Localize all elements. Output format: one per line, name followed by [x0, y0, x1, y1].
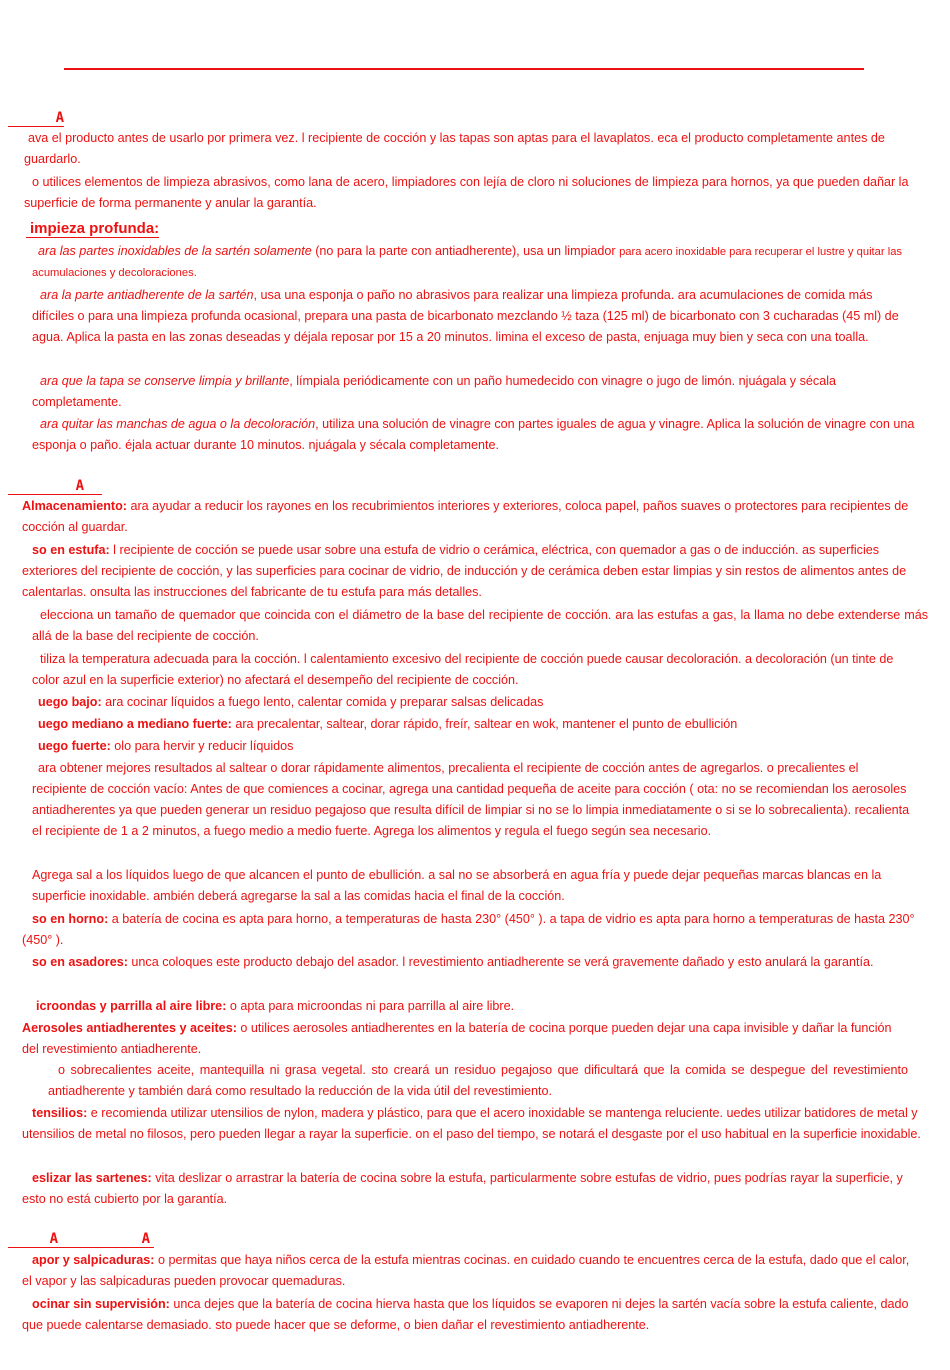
paragraph-aerosols: [22, 1018, 898, 1060]
paragraph-steam: [22, 1250, 912, 1292]
bullet-overheat-oil: [48, 1060, 908, 1102]
bullet-text: , límpiala periódicamente con un paño humedecido con vinagre o jugo de limón. njuágala y sécala completamente.: [32, 374, 836, 409]
oven-text: a batería de cocina es apta para horno, a temperaturas de hasta 230° (450° ). a tapa de vidrio es apta para horno a temperaturas de hasta 230° (450° ).: [22, 912, 915, 947]
paragraph-no-abrasives: [24, 172, 930, 214]
bullet-preheat: [32, 758, 916, 842]
storage-text: ara ayudar a reducir los rayones en los recubrimientos interiores y exteriores, coloca papel, paños suaves o protectores para recipientes de cocción al guardar.: [22, 499, 909, 534]
bullet-text: , usa una esponja o paño no abrasivos para realizar una limpieza profunda. ara acumulaciones de comida más difíciles o para una limpieza profunda ocasional, prepara una pasta de bicarbonato mezclando ½ taza (125 ml) de bicarbonato con 3 cucharadas (45 ml) de agua. Aplica la pasta en las zonas deseadas y déjala reposar por 15 a 20 minutos. limina el exceso de pasta, enjuaga muy bien y seca con una toalla.: [32, 288, 899, 344]
heat-medium-label: uego mediano a mediano fuerte:: [38, 717, 232, 731]
sliding-text: vita deslizar o arrastrar la batería de cocina sobre la estufa, particularmente sobre estufas de vidrio, pues podrías rayar la superficie, y esto no está cubierto por la garantía.: [22, 1171, 903, 1206]
heat-high: [38, 736, 918, 757]
heat-low-label: uego bajo:: [38, 695, 102, 709]
section-heading-text-2: A: [141, 1231, 150, 1247]
microwave-label: icroondas y parrilla al aire libre:: [36, 999, 227, 1013]
paragraph-oven: [22, 909, 922, 951]
paragraph-unattended: [22, 1294, 922, 1336]
subheading-text: impieza profunda:: [26, 220, 159, 238]
steam-label: apor y salpicaduras:: [32, 1253, 155, 1267]
section-heading-text: A: [55, 110, 64, 126]
paragraph-wash: [24, 128, 930, 170]
bullet-emphasis: ara la parte antiadherente de la sartén: [40, 288, 254, 302]
bullet-emphasis: ara quitar las manchas de agua o la decoloración: [40, 417, 316, 431]
bullet-text: ara obtener mejores resultados al saltear o dorar rápidamente alimentos, precalienta el recipiente de cocción antes de agregarlos. o precalientes el recipiente de cocción vacío: Antes de que comiences a cocinar, agrega una cantidad pequeña de aceite para cocción ( ota: no se recomiendan los aerosoles antiadherentes ya que pueden generar un residuo pegajoso que resulta difícil de limpiar si no se lo limpia inmediatamente o si se lo sobrecalienta). recalienta el recipiente de 1 a 2 minutos, a fuego medio a medio fuerte. Agrega los alimentos y regula el fuego según sea necesario.: [32, 761, 910, 838]
bullet-stainless: [32, 241, 922, 284]
stovetop-label: so en estufa:: [32, 543, 110, 557]
bullet-text: o sobrecalientes aceite, mantequilla ni grasa vegetal. sto creará un residuo pegajoso que dificultará que la comida se despegue del revestimiento antiadherente y también dará como resultado la reducción de la vida útil del revestimiento.: [48, 1063, 908, 1098]
broiler-text: unca coloques este producto debajo del asador. l revestimiento antiadherente se verá gravemente dañado y esto anulará la garantía.: [127, 955, 874, 969]
heat-high-text: olo para hervir y reducir líquidos: [110, 739, 294, 753]
aerosols-label: Aerosoles antiadherentes y aceites:: [22, 1021, 237, 1035]
section-heading-text: A: [75, 478, 84, 494]
steam-text: o permitas que haya niños cerca de la estufa mientras cocinas. en cuidado cuando te encuentres cerca de la estufa, dado que el calor, el vapor y las salpicaduras pueden provocar quemaduras.: [22, 1253, 910, 1288]
bullet-text: tiliza la temperatura adecuada para la cocción. l calentamiento excesivo del recipiente de cocción puede causar decoloración. a decoloración (un tinte de color azul en la superficie exterior) no afectará el desempeño del recipiente de cocción.: [32, 652, 894, 687]
bullet-emphasis: ara que la tapa se conserve limpia y brillante: [40, 374, 290, 388]
bullet-lid: [32, 371, 882, 413]
bullet-temperature: [32, 649, 922, 691]
oven-label: so en horno:: [32, 912, 109, 926]
bullet-text: (no para la parte con antiadherente), usa un limpiador: [311, 244, 620, 258]
microwave-text: o apta para microondas ni para parrilla al aire libre.: [226, 999, 515, 1013]
paragraph-stovetop: [22, 540, 932, 603]
heat-high-label: uego fuerte:: [38, 739, 111, 753]
heat-low-text: ara cocinar líquidos a fuego lento, calentar comida y preparar salsas delicadas: [101, 695, 544, 709]
stovetop-text: l recipiente de cocción se puede usar sobre una estufa de vidrio o cerámica, eléctrica, con quemador a gas o de inducción. as superficies exteriores del recipiente de cocción, y las superficies para cocinar de vidrio, de inducción y de cerámica deben estar limpias y sin restos de alimentos antes de calentarlas. onsulta las instrucciones del fabricante de tu estufa para más detalles.: [22, 543, 907, 599]
heat-low: [38, 692, 918, 713]
header-rule: [64, 68, 864, 70]
bullet-water-stains: [32, 414, 930, 456]
utensils-text: e recomienda utilizar utensilios de nylon, madera y plástico, para que el acero inoxidable se mantenga reluciente. uedes utilizar batidores de metal y utensilios de metal no filosos, pero pueden llegar a rayar la superficie. on el paso del tiempo, se notará el desgaste por el uso habitual en la superficie inoxidable.: [22, 1106, 921, 1141]
bullet-salt: [32, 865, 926, 907]
paragraph-broiler: [22, 952, 892, 973]
bullet-text: elecciona un tamaño de quemador que coincida con el diámetro de la base del recipiente de cocción. ara las estufas a gas, la llama no debe extenderse más allá de la base del recipiente de cocción.: [32, 608, 928, 643]
paragraph-utensils: [22, 1103, 922, 1145]
bullet-burner-size: [32, 605, 928, 647]
bullet-nonstick: [32, 285, 914, 348]
unattended-label: ocinar sin supervisión:: [32, 1297, 170, 1311]
subheading-deep-clean: [24, 219, 159, 239]
bullet-text-small: para acero inoxidable para recuperar el lustre y quitar las acumulaciones y decoloraciones.: [32, 246, 903, 279]
paragraph-text: o utilices elementos de limpieza abrasivos, como lana de acero, limpiadores con lejía de cloro ni soluciones de limpieza para hornos, ya que pueden dañar la superficie de forma permanente y anular la garantía.: [24, 175, 909, 210]
bullet-emphasis: ara las partes inoxidables de la sartén solamente: [38, 244, 312, 258]
heat-medium-text: ara precalentar, saltear, dorar rápido, freír, saltear en wok, mantener el punto de ebullición: [231, 717, 738, 731]
section-heading-care: [8, 110, 64, 127]
section-heading-use: [8, 478, 102, 495]
paragraph-sliding: [22, 1168, 922, 1210]
section-heading-text: A: [49, 1231, 58, 1247]
storage-label: Almacenamiento:: [22, 499, 127, 513]
bullet-text: Agrega sal a los líquidos luego de que alcancen el punto de ebullición. a sal no se absorberá en agua fría y puede dejar pequeñas marcas blancas en la superficie inoxidable. ambién deberá agregarse la sal a las comidas hacia el final de la cocción.: [32, 868, 882, 903]
paragraph-storage: [22, 496, 922, 538]
heat-medium: [38, 714, 918, 735]
paragraph-text: ava el producto antes de usarlo por primera vez. l recipiente de cocción y las tapas son aptas para el lavaplatos. eca el producto completamente antes de guardarlo.: [24, 131, 885, 166]
section-heading-safety: [8, 1231, 154, 1248]
aerosols-text: o utilices aerosoles antiadherentes en la batería de cocina porque pueden dejar una capa invisible y dañar la función del revestimiento antiadherente.: [22, 1021, 892, 1056]
sliding-label: eslizar las sartenes:: [32, 1171, 152, 1185]
unattended-text: unca dejes que la batería de cocina hierva hasta que los líquidos se evaporen ni dejes la sartén vacía sobre la estufa caliente, dado que puede calentarse demasiado. sto puede hacer que se deforme, o bien dañar el revestimiento antiadherente.: [22, 1297, 909, 1332]
bullet-text: , utiliza una solución de vinagre con partes iguales de agua y vinagre. Aplica la solución de vinagre con una esponja o paño. éjala actuar durante 10 minutos. njuágala y sécala completamente.: [32, 417, 915, 452]
broiler-label: so en asadores:: [32, 955, 128, 969]
paragraph-microwave: [22, 996, 922, 1017]
utensils-label: tensilios:: [32, 1106, 88, 1120]
